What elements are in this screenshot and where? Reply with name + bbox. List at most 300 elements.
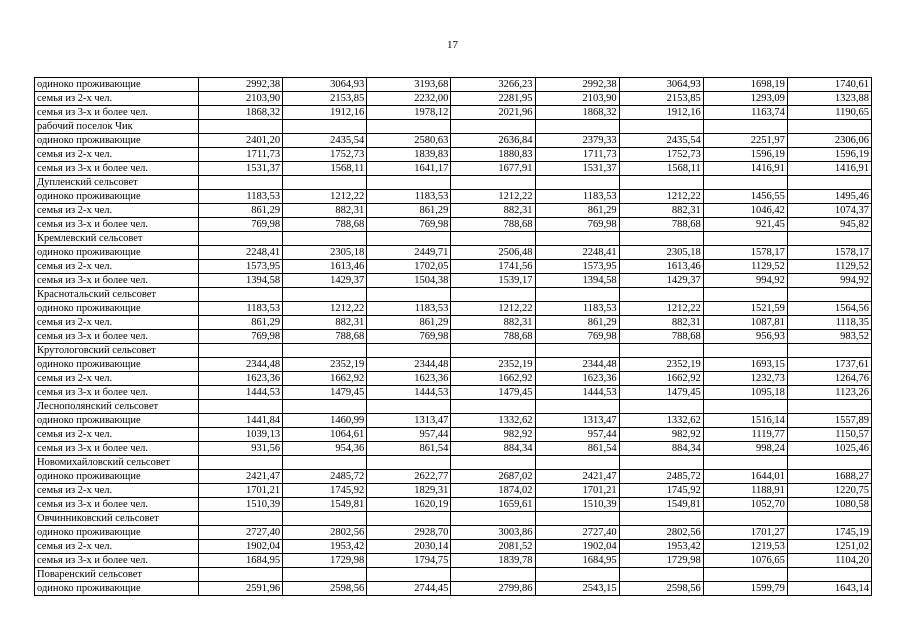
value-cell: 983,52 — [787, 330, 871, 344]
value-cell: 769,98 — [535, 330, 619, 344]
value-cell — [199, 288, 283, 302]
value-cell — [703, 288, 787, 302]
value-cell: 1516,14 — [703, 414, 787, 428]
value-cell: 1313,47 — [367, 414, 451, 428]
value-cell: 1578,17 — [787, 246, 871, 260]
value-cell: 788,68 — [619, 218, 703, 232]
value-cell: 2344,48 — [535, 358, 619, 372]
value-cell: 1212,22 — [283, 190, 367, 204]
table-row — [35, 218, 872, 232]
value-cell: 1662,92 — [619, 372, 703, 386]
row-label: Поваренский сельсовет — [35, 568, 199, 582]
value-cell: 1662,92 — [283, 372, 367, 386]
value-cell — [283, 344, 367, 358]
value-cell: 1212,22 — [451, 190, 535, 204]
value-cell — [787, 344, 871, 358]
value-cell: 1460,99 — [283, 414, 367, 428]
value-cell: 1829,31 — [367, 484, 451, 498]
table-row — [35, 442, 872, 456]
value-cell: 1752,73 — [619, 148, 703, 162]
value-cell: 1573,95 — [535, 260, 619, 274]
value-cell: 3064,93 — [283, 78, 367, 92]
value-cell: 861,54 — [535, 442, 619, 456]
value-cell: 1510,39 — [199, 498, 283, 512]
value-cell — [451, 232, 535, 246]
value-cell: 1557,89 — [787, 414, 871, 428]
row-label: семья из 2-х чел. — [35, 148, 199, 162]
value-cell: 788,68 — [619, 330, 703, 344]
value-cell: 2421,47 — [199, 470, 283, 484]
row-label: Кремлевский сельсовет — [35, 232, 199, 246]
value-cell: 882,31 — [283, 204, 367, 218]
row-label: семья из 3-х и более чел. — [35, 498, 199, 512]
value-cell: 2687,02 — [451, 470, 535, 484]
value-cell: 1183,53 — [535, 302, 619, 316]
value-cell — [619, 512, 703, 526]
value-cell: 1313,47 — [535, 414, 619, 428]
row-label: семья из 3-х и более чел. — [35, 442, 199, 456]
value-cell: 1688,27 — [787, 470, 871, 484]
value-cell: 994,92 — [703, 274, 787, 288]
value-cell: 3193,68 — [367, 78, 451, 92]
value-cell: 769,98 — [367, 330, 451, 344]
value-cell — [787, 400, 871, 414]
value-cell: 1416,91 — [703, 162, 787, 176]
value-cell: 1839,83 — [367, 148, 451, 162]
value-cell: 2622,77 — [367, 470, 451, 484]
row-label: Крутологовский сельсовет — [35, 344, 199, 358]
page-number: 17 — [447, 39, 458, 51]
value-cell: 2744,45 — [367, 582, 451, 596]
value-cell: 1123,26 — [787, 386, 871, 400]
value-cell: 1740,61 — [787, 78, 871, 92]
value-cell — [451, 456, 535, 470]
row-label: семья из 3-х и более чел. — [35, 554, 199, 568]
value-cell: 1394,58 — [535, 274, 619, 288]
value-cell: 1868,32 — [535, 106, 619, 120]
value-cell — [703, 456, 787, 470]
row-label: одиноко проживающие — [35, 526, 199, 540]
value-cell: 931,56 — [199, 442, 283, 456]
value-cell: 1573,95 — [199, 260, 283, 274]
value-cell: 861,29 — [535, 316, 619, 330]
value-cell: 1684,95 — [535, 554, 619, 568]
value-cell — [787, 288, 871, 302]
value-cell — [535, 512, 619, 526]
row-label: одиноко проживающие — [35, 582, 199, 596]
value-cell — [451, 568, 535, 582]
row-label: Овчинниковский сельсовет — [35, 512, 199, 526]
value-cell: 1623,36 — [367, 372, 451, 386]
row-label: одиноко проживающие — [35, 78, 199, 92]
row-label: одиноко проживающие — [35, 470, 199, 484]
value-cell — [283, 568, 367, 582]
value-cell: 2344,48 — [367, 358, 451, 372]
value-cell: 2992,38 — [199, 78, 283, 92]
value-cell: 2344,48 — [199, 358, 283, 372]
value-cell: 2251,97 — [703, 134, 787, 148]
value-cell — [787, 456, 871, 470]
value-cell: 2485,72 — [283, 470, 367, 484]
value-cell: 1741,56 — [451, 260, 535, 274]
table-row — [35, 162, 872, 176]
value-cell: 994,92 — [787, 274, 871, 288]
table-row — [35, 554, 872, 568]
value-cell: 1521,59 — [703, 302, 787, 316]
value-cell: 2352,19 — [283, 358, 367, 372]
table-row — [35, 120, 872, 134]
value-cell: 1677,91 — [451, 162, 535, 176]
value-cell: 1212,22 — [619, 302, 703, 316]
value-cell: 1578,17 — [703, 246, 787, 260]
value-cell: 882,31 — [619, 316, 703, 330]
table-row — [35, 92, 872, 106]
value-cell — [451, 512, 535, 526]
value-cell: 982,92 — [619, 428, 703, 442]
value-cell: 1429,37 — [283, 274, 367, 288]
value-cell: 788,68 — [283, 218, 367, 232]
value-cell — [367, 512, 451, 526]
value-cell: 769,98 — [535, 218, 619, 232]
value-cell: 1641,17 — [367, 162, 451, 176]
value-cell — [535, 232, 619, 246]
value-cell: 1737,61 — [787, 358, 871, 372]
table-row — [35, 498, 872, 512]
value-cell — [199, 568, 283, 582]
tariff-table — [34, 77, 872, 596]
value-cell — [535, 176, 619, 190]
value-cell: 2306,06 — [787, 134, 871, 148]
value-cell: 882,31 — [619, 204, 703, 218]
row-label: семья из 2-х чел. — [35, 92, 199, 106]
value-cell: 1596,19 — [703, 148, 787, 162]
value-cell — [703, 400, 787, 414]
value-cell: 1183,53 — [367, 190, 451, 204]
value-cell: 1729,98 — [619, 554, 703, 568]
value-cell: 2305,18 — [619, 246, 703, 260]
value-cell: 1711,73 — [199, 148, 283, 162]
value-cell — [619, 456, 703, 470]
value-cell — [367, 344, 451, 358]
value-cell: 1441,84 — [199, 414, 283, 428]
value-cell: 1531,37 — [199, 162, 283, 176]
row-label: семья из 3-х и более чел. — [35, 274, 199, 288]
value-cell — [367, 120, 451, 134]
value-cell: 1596,19 — [787, 148, 871, 162]
value-cell: 956,93 — [703, 330, 787, 344]
value-cell — [619, 120, 703, 134]
value-cell: 2103,90 — [199, 92, 283, 106]
value-cell — [199, 456, 283, 470]
value-cell: 1693,15 — [703, 358, 787, 372]
value-cell — [787, 120, 871, 134]
value-cell — [787, 568, 871, 582]
value-cell: 1150,57 — [787, 428, 871, 442]
value-cell: 1623,36 — [199, 372, 283, 386]
value-cell: 2352,19 — [619, 358, 703, 372]
value-cell: 1510,39 — [535, 498, 619, 512]
value-cell — [703, 344, 787, 358]
value-cell: 1613,46 — [619, 260, 703, 274]
value-cell: 1549,81 — [619, 498, 703, 512]
row-label: Леснополянский сельсовет — [35, 400, 199, 414]
value-cell: 1232,73 — [703, 372, 787, 386]
table-row — [35, 526, 872, 540]
table-row — [35, 106, 872, 120]
table-row — [35, 372, 872, 386]
value-cell: 2153,85 — [619, 92, 703, 106]
value-cell: 861,29 — [199, 316, 283, 330]
value-cell: 1064,61 — [283, 428, 367, 442]
value-cell: 2992,38 — [535, 78, 619, 92]
value-cell: 882,31 — [451, 204, 535, 218]
table-row — [35, 512, 872, 526]
value-cell — [535, 120, 619, 134]
value-cell: 1190,65 — [787, 106, 871, 120]
value-cell — [283, 288, 367, 302]
value-cell: 1104,20 — [787, 554, 871, 568]
value-cell — [451, 400, 535, 414]
table-row — [35, 260, 872, 274]
table-row — [35, 470, 872, 484]
value-cell: 1839,78 — [451, 554, 535, 568]
value-cell: 1479,45 — [451, 386, 535, 400]
table-row — [35, 134, 872, 148]
value-cell: 1698,19 — [703, 78, 787, 92]
value-cell: 2421,47 — [535, 470, 619, 484]
value-cell: 1025,46 — [787, 442, 871, 456]
value-cell: 1504,38 — [367, 274, 451, 288]
value-cell: 1953,42 — [283, 540, 367, 554]
table-row — [35, 204, 872, 218]
value-cell: 1752,73 — [283, 148, 367, 162]
value-cell: 1188,91 — [703, 484, 787, 498]
value-cell: 1745,92 — [619, 484, 703, 498]
value-cell: 1702,05 — [367, 260, 451, 274]
value-cell — [451, 120, 535, 134]
value-cell: 1095,18 — [703, 386, 787, 400]
value-cell: 2598,56 — [619, 582, 703, 596]
value-cell: 769,98 — [367, 218, 451, 232]
row-label: семья из 2-х чел. — [35, 204, 199, 218]
row-label: одиноко проживающие — [35, 302, 199, 316]
value-cell: 1129,52 — [703, 260, 787, 274]
value-cell: 1479,45 — [283, 386, 367, 400]
value-cell — [283, 456, 367, 470]
value-cell: 1429,37 — [619, 274, 703, 288]
row-label: семья из 2-х чел. — [35, 540, 199, 554]
value-cell: 1251,02 — [787, 540, 871, 554]
value-cell: 2543,15 — [535, 582, 619, 596]
value-cell — [535, 568, 619, 582]
row-label: семья из 2-х чел. — [35, 260, 199, 274]
value-cell: 1332,62 — [451, 414, 535, 428]
value-cell: 1568,11 — [619, 162, 703, 176]
value-cell: 788,68 — [451, 218, 535, 232]
value-cell: 1531,37 — [535, 162, 619, 176]
value-cell: 2506,48 — [451, 246, 535, 260]
table-body — [35, 78, 872, 596]
value-cell: 769,98 — [199, 330, 283, 344]
value-cell: 2928,70 — [367, 526, 451, 540]
value-cell — [619, 568, 703, 582]
value-cell: 1912,16 — [283, 106, 367, 120]
value-cell: 1564,56 — [787, 302, 871, 316]
value-cell — [367, 568, 451, 582]
value-cell: 1293,09 — [703, 92, 787, 106]
value-cell: 1874,02 — [451, 484, 535, 498]
value-cell: 1978,12 — [367, 106, 451, 120]
row-label: семья из 2-х чел. — [35, 484, 199, 498]
value-cell: 945,82 — [787, 218, 871, 232]
value-cell: 1539,17 — [451, 274, 535, 288]
value-cell — [367, 288, 451, 302]
value-cell — [199, 120, 283, 134]
value-cell: 2352,19 — [451, 358, 535, 372]
value-cell — [367, 456, 451, 470]
value-cell: 861,29 — [367, 316, 451, 330]
value-cell: 861,29 — [367, 204, 451, 218]
table-row — [35, 316, 872, 330]
table-row — [35, 456, 872, 470]
table-row — [35, 400, 872, 414]
value-cell: 1456,55 — [703, 190, 787, 204]
value-cell — [283, 120, 367, 134]
value-cell: 1394,58 — [199, 274, 283, 288]
value-cell: 1684,95 — [199, 554, 283, 568]
value-cell: 1118,35 — [787, 316, 871, 330]
value-cell: 1568,11 — [283, 162, 367, 176]
value-cell: 1953,42 — [619, 540, 703, 554]
value-cell: 2799,86 — [451, 582, 535, 596]
row-label: семья из 2-х чел. — [35, 428, 199, 442]
value-cell: 788,68 — [283, 330, 367, 344]
value-cell — [283, 176, 367, 190]
value-cell: 1701,21 — [535, 484, 619, 498]
value-cell: 957,44 — [367, 428, 451, 442]
value-cell — [367, 176, 451, 190]
value-cell — [199, 344, 283, 358]
value-cell: 1074,37 — [787, 204, 871, 218]
value-cell — [283, 232, 367, 246]
value-cell: 1880,83 — [451, 148, 535, 162]
table-row — [35, 232, 872, 246]
value-cell: 3064,93 — [619, 78, 703, 92]
value-cell — [535, 400, 619, 414]
value-cell — [703, 512, 787, 526]
row-label: семья из 3-х и более чел. — [35, 218, 199, 232]
value-cell: 2281,95 — [451, 92, 535, 106]
value-cell: 1620,19 — [367, 498, 451, 512]
value-cell: 1659,61 — [451, 498, 535, 512]
value-cell — [367, 232, 451, 246]
value-cell: 2802,56 — [619, 526, 703, 540]
value-cell: 1332,62 — [619, 414, 703, 428]
value-cell — [703, 176, 787, 190]
value-cell: 1163,74 — [703, 106, 787, 120]
value-cell — [703, 232, 787, 246]
value-cell: 1902,04 — [535, 540, 619, 554]
table-row — [35, 414, 872, 428]
value-cell — [451, 176, 535, 190]
table-row — [35, 358, 872, 372]
value-cell: 1087,81 — [703, 316, 787, 330]
value-cell: 1080,58 — [787, 498, 871, 512]
table-row — [35, 582, 872, 596]
value-cell: 2030,14 — [367, 540, 451, 554]
value-cell: 2401,20 — [199, 134, 283, 148]
row-label: одиноко проживающие — [35, 190, 199, 204]
value-cell: 1220,75 — [787, 484, 871, 498]
value-cell: 1264,76 — [787, 372, 871, 386]
row-label: одиноко проживающие — [35, 246, 199, 260]
row-label: Краснотальский сельсовет — [35, 288, 199, 302]
value-cell — [535, 288, 619, 302]
value-cell: 2232,00 — [367, 92, 451, 106]
row-label: семья из 3-х и более чел. — [35, 106, 199, 120]
row-label: рабочий поселок Чик — [35, 120, 199, 134]
table-row — [35, 484, 872, 498]
table-row — [35, 540, 872, 554]
value-cell: 954,36 — [283, 442, 367, 456]
value-cell: 2598,56 — [283, 582, 367, 596]
table-row — [35, 568, 872, 582]
value-cell: 1183,53 — [199, 302, 283, 316]
value-cell: 1902,04 — [199, 540, 283, 554]
row-label: Дупленский сельсовет — [35, 176, 199, 190]
value-cell — [535, 344, 619, 358]
row-label: семья из 2-х чел. — [35, 372, 199, 386]
value-cell: 982,92 — [451, 428, 535, 442]
value-cell — [199, 232, 283, 246]
table-row — [35, 274, 872, 288]
value-cell: 1912,16 — [619, 106, 703, 120]
value-cell: 1416,91 — [787, 162, 871, 176]
value-cell — [283, 512, 367, 526]
value-cell — [787, 232, 871, 246]
value-cell: 1662,92 — [451, 372, 535, 386]
value-cell: 2802,56 — [283, 526, 367, 540]
value-cell — [619, 288, 703, 302]
value-cell: 1052,70 — [703, 498, 787, 512]
value-cell: 1129,52 — [787, 260, 871, 274]
value-cell: 884,34 — [451, 442, 535, 456]
value-cell: 1701,27 — [703, 526, 787, 540]
value-cell: 1729,98 — [283, 554, 367, 568]
value-cell: 882,31 — [451, 316, 535, 330]
value-cell: 957,44 — [535, 428, 619, 442]
value-cell: 1745,92 — [283, 484, 367, 498]
value-cell — [451, 288, 535, 302]
value-cell: 1444,53 — [367, 386, 451, 400]
table-row — [35, 386, 872, 400]
value-cell: 1119,77 — [703, 428, 787, 442]
value-cell: 2248,41 — [199, 246, 283, 260]
value-cell: 861,29 — [535, 204, 619, 218]
value-cell: 1613,46 — [283, 260, 367, 274]
value-cell: 1643,14 — [787, 582, 871, 596]
value-cell: 1701,21 — [199, 484, 283, 498]
value-cell: 1794,75 — [367, 554, 451, 568]
value-cell: 1219,53 — [703, 540, 787, 554]
value-cell: 2021,96 — [451, 106, 535, 120]
table-row — [35, 148, 872, 162]
value-cell: 861,29 — [199, 204, 283, 218]
value-cell — [199, 176, 283, 190]
value-cell: 2435,54 — [283, 134, 367, 148]
value-cell — [787, 512, 871, 526]
value-cell: 2449,71 — [367, 246, 451, 260]
